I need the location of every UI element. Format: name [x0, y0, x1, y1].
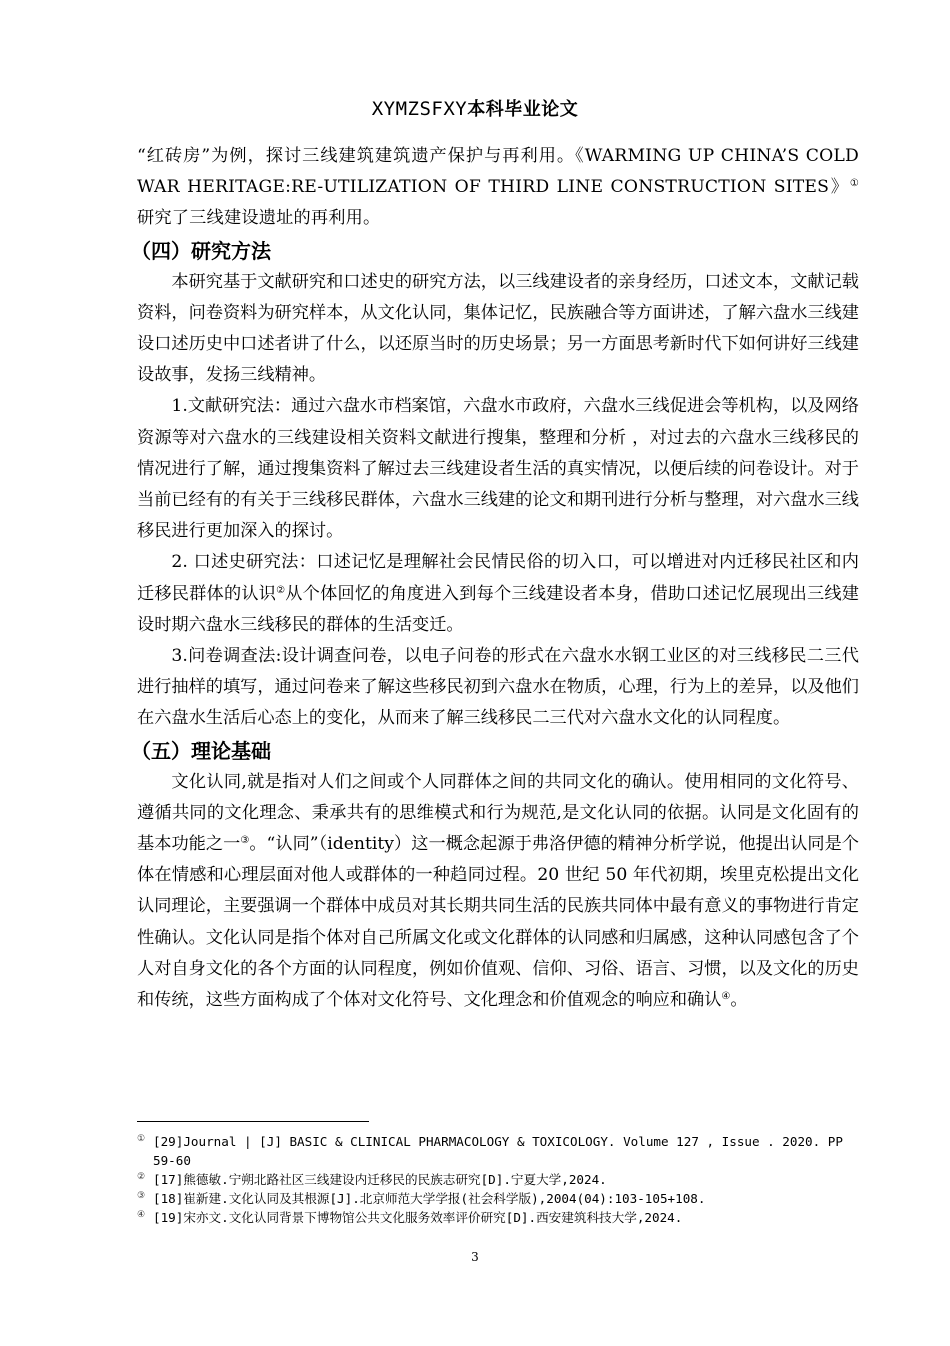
- footnote-ref-2[interactable]: ②: [276, 584, 286, 596]
- paragraph-survey-method: 3.问卷调查法:设计调查问卷，以电子问卷的形式在六盘水水钢工业区的对三线移民二三代进行抽样的填写，通过问卷来了解这些移民初到六盘水在物质，心理，行为上的差异，以及他们在六盘水生活后心态上的变化，从而来了解三线移民二三代对六盘水文化的认同程度。: [137, 646, 859, 729]
- footnote-ref-3[interactable]: ③: [240, 835, 250, 847]
- footnote-text: [19]宋亦文.文化认同背景下博物馆公共文化服务效率评价研究[D].西安建筑科技大学,2024.: [153, 1210, 683, 1225]
- paragraph-text: 2. 口述史研究法：口述记忆是理解社会民情民俗的切入口，可以增进对内迁移民社区和内迁移民群体的认识: [137, 552, 859, 604]
- footnote-mark: ③: [137, 1191, 146, 1201]
- paragraph-continuation: [137, 141, 859, 235]
- section-heading-theory: （五）理论基础: [131, 738, 271, 763]
- paragraph-oral-history-method: [137, 547, 859, 641]
- body-text: [131, 141, 859, 1016]
- paragraph-literature-method: 1.文献研究法：通过六盘水市档案馆，六盘水市政府，六盘水三线促进会等机构，以及网络资源等对六盘水的三线建设相关资料文献进行搜集，整理和分析 ，对过去的六盘水三线移民的情况进行了解，通过搜集资料了解过去三线建设者生活的真实情况，以便后续的问卷设计。对于当前已经有的有关于三线移民群体，六盘水三线建的论文和期刊进行分析与整理，对六盘水三线移民进行更加深入的探讨。: [137, 396, 859, 542]
- footnote-item: [137, 1132, 857, 1170]
- footnote-item: [137, 1170, 857, 1189]
- footnote-text: [29]Journal | [J] BASIC & CLINICAL PHARMACOLOGY & TOXICOLOGY. Volume 127 , Issue . 2020. PP 59-60: [153, 1134, 843, 1168]
- footnote-mark: ④: [137, 1210, 146, 1220]
- header-school-code: XYMZSFXY: [371, 98, 468, 120]
- paragraph-text: 从个体回忆的角度进入到每个三线建设者本身，借助口述记忆展现出三线建设时期六盘水三线移民的群体的生活变迁。: [137, 583, 859, 635]
- paragraph-text: 研究了三线建设遗址的再利用。: [137, 208, 381, 229]
- footnote-mark: ①: [137, 1134, 146, 1144]
- paragraph-text: 。“认同”（identity）这一概念起源于弗洛伊德的精神分析学说，他提出认同是个体在情感和心理层面对他人或群体的一种趋同过程。20 世纪 50 年代初期，埃里克松提出文化认同理论，主要强调一个群体中成员对其长期共同生活的民族共同体中最有意义的事物进行肯定性确认。文化认同是指个体对自己所属文化或文化群体的认同感和归属感，这种认同感包含了个人对自身文化的各个方面的认同程度，例如价值观、信仰、习俗、语言、习惯，以及文化的历史和传统，这些方面构成了个体对文化符号、文化理念和价值观念的响应和确认: [137, 834, 859, 1011]
- page-number: 3: [471, 1250, 479, 1264]
- footnote-ref-1[interactable]: ①: [849, 178, 859, 190]
- footnote-separator: [137, 1121, 369, 1122]
- paragraph-text: 。: [730, 990, 748, 1011]
- footnote-mark: ②: [137, 1172, 146, 1182]
- paragraph-methods-intro: 本研究基于文献研究和口述史的研究方法，以三线建设者的亲身经历，口述文本，文献记载资料，问卷资料为研究样本，从文化认同，集体记忆，民族融合等方面讲述，了解六盘水三线建设口述历史中口述者讲了什么，以还原当时的历史场景；另一方面思考新时代下如何讲好三线建设故事，发扬三线精神。: [137, 271, 859, 386]
- header-title: 本科毕业论文: [467, 99, 579, 120]
- footnote-ref-4[interactable]: ④: [721, 991, 731, 1003]
- footnote-text: [18]崔新建.文化认同及其根源[J].北京师范大学学报(社会科学版),2004(04):103-105+108.: [153, 1191, 706, 1206]
- footnotes: [137, 1132, 857, 1227]
- paragraph-cultural-identity: [137, 767, 859, 1017]
- footnote-item: [137, 1208, 857, 1227]
- footnote-text: [17]熊德敏.宁朔北路社区三线建设内迁移民的民族志研究[D].宁夏大学,2024.: [153, 1172, 607, 1187]
- paragraph-text: “红砖房”为例，探讨三线建筑建筑遗产保护与再利用。《WARMING UP CHINA’S COLD WAR HERITAGE:RE-UTILIZATION OF THIRD LINE CONSTRUCTION SITES》: [137, 146, 859, 198]
- running-header: [0, 95, 950, 121]
- footnote-item: [137, 1189, 857, 1208]
- section-heading-research-methods: （四）研究方法: [131, 238, 271, 263]
- paragraph-text: 文化认同,就是指对人们之间或个人同群体之间的共同文化的确认。使用相同的文化符号、遵循共同的文化理念、秉承共有的思维模式和行为规范,是文化认同的依据。认同是文化固有的基本功能之一: [137, 771, 859, 855]
